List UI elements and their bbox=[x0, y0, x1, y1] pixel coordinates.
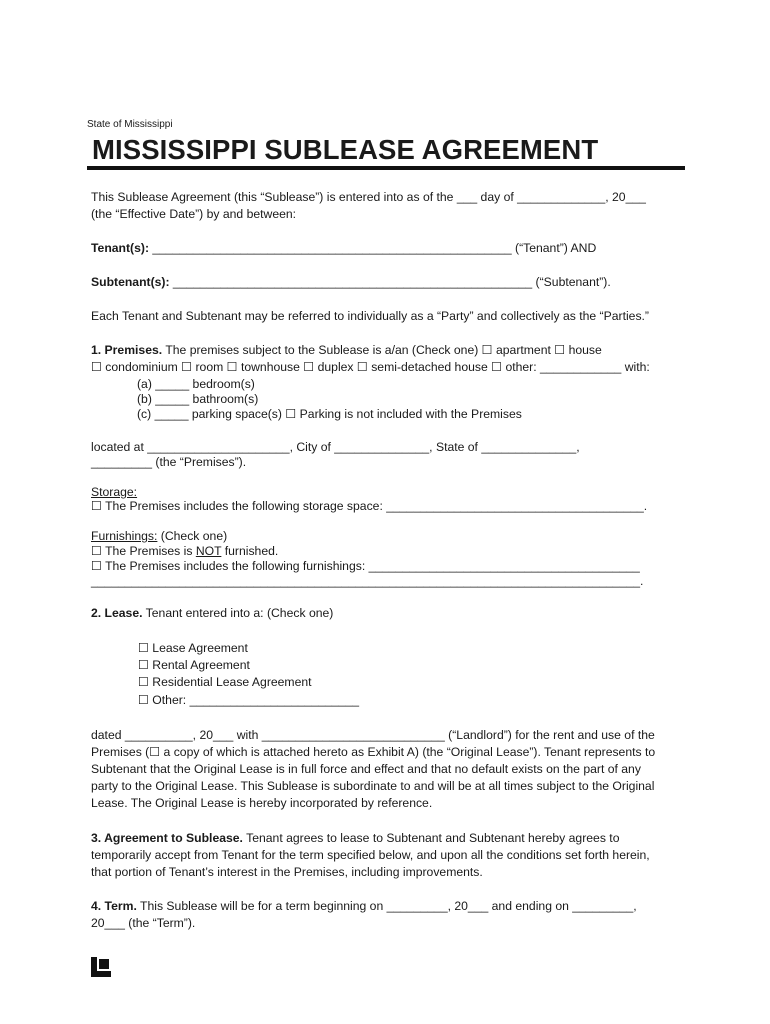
agreement-text-1: Tenant agrees to lease to Subtenant and Subtenant hereby agrees to bbox=[242, 831, 620, 845]
lease-option: ☐ Lease Agreement bbox=[138, 641, 248, 655]
lease-heading-line bbox=[91, 606, 333, 620]
tenant-line bbox=[91, 241, 596, 255]
term-text-1: This Sublease will be for a term beginning on _________, 20___ and ending on _________, bbox=[136, 899, 637, 913]
furnishings-line-2: ☐ The Premises includes the following furnishings: ________________________________________ bbox=[91, 559, 640, 573]
lease-paragraph-line-1: dated __________, 20___ with ___________________________ (“Landlord”) for the rent and use of the bbox=[91, 728, 655, 742]
document-title: MISSISSIPPI SUBLEASE AGREEMENT bbox=[92, 134, 599, 165]
title-rule bbox=[87, 166, 685, 170]
furnishings-heading bbox=[91, 529, 227, 543]
premises-item-a: (a) _____ bedroom(s) bbox=[137, 377, 255, 391]
intro-line-1: This Sublease Agreement (this “Sublease”) is entered into as of the ___ day of _____________, 20___ bbox=[91, 190, 646, 204]
premises-text-1: The premises subject to the Sublease is a/an (Check one) ☐ apartment ☐ house bbox=[162, 343, 602, 357]
storage-heading bbox=[91, 485, 137, 499]
tenant-label: Tenant(s): bbox=[91, 241, 149, 255]
furnishings-not-line bbox=[91, 544, 278, 558]
premises-item-c: (c) _____ parking space(s) ☐ Parking is not included with the Premises bbox=[137, 407, 522, 421]
premises-item-b: (b) _____ bathroom(s) bbox=[137, 392, 259, 406]
storage-line: ☐ The Premises includes the following storage space: ______________________________________. bbox=[91, 499, 648, 513]
agreement-line-3: that portion of Tenant’s interest in the Premises, including improvements. bbox=[91, 865, 483, 879]
term-line-2: 20___ (the “Term”). bbox=[91, 916, 196, 930]
furnishings-not-pre: ☐ The Premises is bbox=[91, 544, 196, 558]
lease-option: ☐ Residential Lease Agreement bbox=[138, 675, 312, 689]
term-line-1 bbox=[91, 899, 637, 913]
tenant-blank: _____________________________________________________ (“Tenant”) AND bbox=[149, 241, 597, 255]
state-label: State of Mississippi bbox=[87, 119, 173, 130]
lease-paragraph-line-3: Subtenant that the Original Lease is in full force and effect and that no default exists on the part of any bbox=[91, 762, 641, 776]
agreement-heading: 3. Agreement to Sublease. bbox=[91, 831, 243, 845]
lease-option: ☐ Rental Agreement bbox=[138, 658, 250, 672]
intro-line-2: (the “Effective Date”) by and between: bbox=[91, 207, 297, 221]
furnishings-heading-rest: (Check one) bbox=[157, 529, 228, 543]
premises-heading: 1. Premises. bbox=[91, 343, 163, 357]
premises-line-1 bbox=[91, 343, 602, 357]
lease-heading: 2. Lease. bbox=[91, 606, 143, 620]
document-logo-icon bbox=[91, 957, 111, 977]
parties-note: Each Tenant and Subtenant may be referred to individually as a “Party” and collectively as the “Parties.” bbox=[91, 309, 649, 323]
furnishings-heading-text: Furnishings: bbox=[91, 529, 158, 543]
agreement-line-1 bbox=[91, 831, 619, 845]
lease-paragraph-line-5: Lease. The Original Lease is hereby incorporated by reference. bbox=[91, 796, 433, 810]
furnishings-not-post: furnished. bbox=[221, 544, 279, 558]
location-line-1: located at _____________________, City of ______________, State of ______________, bbox=[91, 440, 580, 454]
term-heading: 4. Term. bbox=[91, 899, 137, 913]
lease-paragraph-line-2: Premises (☐ a copy of which is attached hereto as Exhibit A) (the “Original Lease”). Tenant represents to bbox=[91, 745, 656, 759]
location-line-2: _________ (the “Premises”). bbox=[91, 455, 247, 469]
subtenant-line bbox=[91, 275, 611, 289]
storage-heading-text: Storage: bbox=[91, 485, 138, 499]
lease-option: ☐ Other: _________________________ bbox=[138, 693, 360, 707]
agreement-line-2: temporarily accept from Tenant for the term specified below, and upon all the conditions set forth herein, bbox=[91, 848, 650, 862]
subtenant-label: Subtenant(s): bbox=[91, 275, 170, 289]
premises-line-2: ☐ condominium ☐ room ☐ townhouse ☐ duplex ☐ semi-detached house ☐ other: ____________ with: bbox=[91, 360, 650, 374]
lease-paragraph-line-4: party to the Original Lease. This Sublease is subordinate to and will be at all times subject to the Original bbox=[91, 779, 655, 793]
subtenant-blank: _____________________________________________________ (“Subtenant”). bbox=[169, 275, 611, 289]
furnishings-not-word: NOT bbox=[195, 544, 222, 558]
lease-heading-rest: Tenant entered into a: (Check one) bbox=[142, 606, 334, 620]
furnishings-line-3: _________________________________________________________________________________. bbox=[91, 574, 644, 588]
